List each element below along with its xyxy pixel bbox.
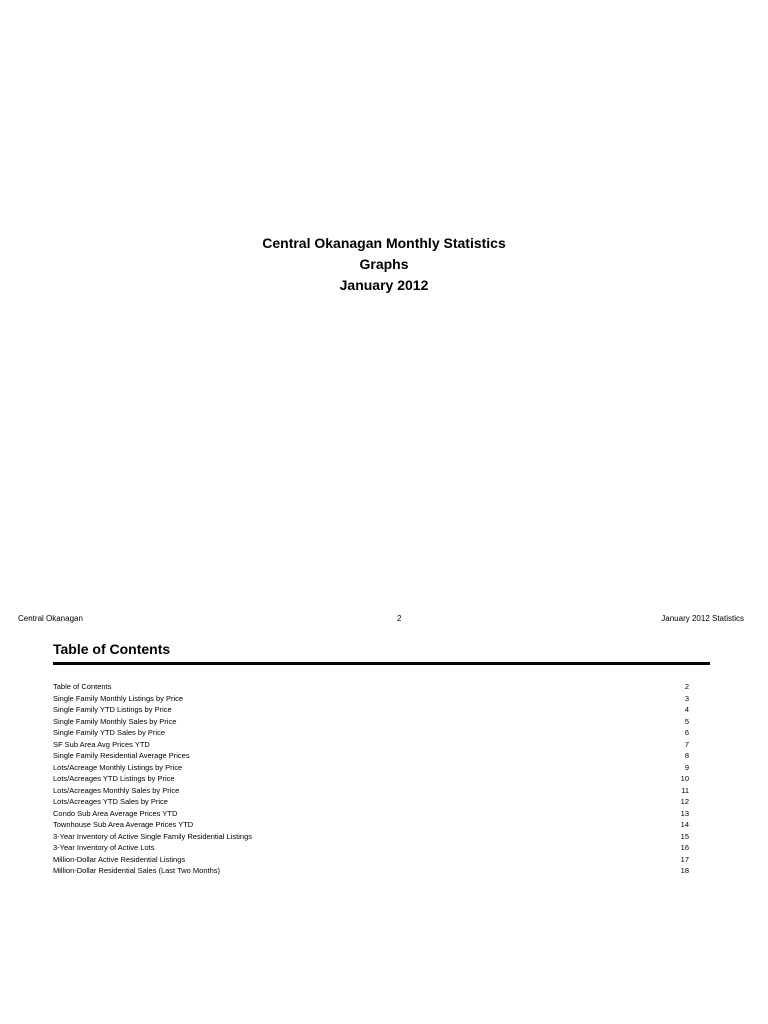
toc-entry-label: Table of Contents bbox=[53, 682, 112, 691]
toc-entry-label: Lots/Acreage Monthly Listings by Price bbox=[53, 762, 183, 772]
toc-list bbox=[53, 681, 689, 877]
toc-entry-label: Million-Dollar Residential Sales (Last Two Months) bbox=[53, 866, 221, 875]
toc-entry-page: 16 bbox=[680, 843, 689, 852]
toc-entry-label: Single Family Monthly Sales by Price bbox=[53, 716, 177, 726]
toc-entry-page: 8 bbox=[684, 751, 689, 760]
toc-entry-page: 13 bbox=[680, 808, 689, 818]
toc-entry[interactable] bbox=[53, 796, 689, 808]
toc-entry-label: Single Family Residential Average Prices bbox=[53, 751, 190, 760]
toc-heading: Table of Contents bbox=[53, 641, 171, 657]
toc-entry-page: 15 bbox=[680, 831, 689, 841]
toc-entry-page: 18 bbox=[680, 866, 689, 875]
toc-entry-label: Single Family YTD Sales by Price bbox=[53, 728, 165, 737]
toc-entry[interactable] bbox=[53, 819, 689, 831]
toc-entry-page: 6 bbox=[684, 728, 689, 737]
toc-entry-page: 4 bbox=[684, 705, 689, 714]
toc-entry-page: 11 bbox=[681, 785, 689, 795]
toc-entry-label: Lots/Acreages Monthly Sales by Price bbox=[53, 785, 180, 795]
toc-entry-label: 3-Year Inventory of Active Lots bbox=[53, 843, 155, 852]
toc-divider bbox=[53, 662, 710, 665]
page-header-period: January 2012 Statistics bbox=[661, 614, 744, 623]
toc-entry[interactable] bbox=[53, 808, 689, 820]
toc-entry[interactable] bbox=[53, 693, 689, 705]
toc-entry[interactable] bbox=[53, 831, 689, 843]
toc-entry-label: SF Sub Area Avg Prices YTD bbox=[53, 739, 150, 749]
toc-entry[interactable] bbox=[53, 785, 689, 797]
toc-entry[interactable] bbox=[53, 865, 689, 877]
toc-entry-page: 14 bbox=[680, 820, 689, 829]
toc-entry[interactable] bbox=[53, 727, 689, 739]
cover-title-block bbox=[0, 233, 768, 296]
toc-entry-page: 7 bbox=[684, 739, 689, 749]
toc-entry[interactable] bbox=[53, 681, 689, 693]
toc-entry-label: Single Family YTD Listings by Price bbox=[53, 705, 172, 714]
toc-entry[interactable] bbox=[53, 750, 689, 762]
page-header-region: Central Okanagan bbox=[18, 614, 83, 623]
toc-entry-page: 5 bbox=[684, 716, 689, 726]
cover-date: January 2012 bbox=[339, 277, 429, 293]
toc-entry-label: Lots/Acreages YTD Sales by Price bbox=[53, 797, 168, 806]
toc-entry[interactable] bbox=[53, 716, 689, 728]
toc-entry-label: 3-Year Inventory of Active Single Family Residential Listings bbox=[53, 831, 252, 841]
toc-entry-label: Million-Dollar Active Residential Listings bbox=[53, 854, 186, 864]
toc-entry-page: 17 bbox=[680, 854, 689, 864]
toc-entry-label: Single Family Monthly Listings by Price bbox=[53, 693, 184, 703]
toc-entry-page: 9 bbox=[684, 762, 689, 772]
toc-entry-page: 2 bbox=[684, 682, 689, 691]
toc-entry-page: 12 bbox=[680, 797, 689, 806]
toc-entry-label: Lots/Acreages YTD Listings by Price bbox=[53, 774, 175, 783]
toc-entry-label: Condo Sub Area Average Prices YTD bbox=[53, 808, 178, 818]
cover-title: Central Okanagan Monthly Statistics bbox=[262, 235, 506, 251]
toc-entry[interactable] bbox=[53, 762, 689, 774]
page-number: 2 bbox=[397, 614, 402, 623]
page-header bbox=[0, 613, 768, 625]
toc-entry[interactable] bbox=[53, 739, 689, 751]
toc-entry[interactable] bbox=[53, 773, 689, 785]
cover-subtitle: Graphs bbox=[359, 256, 409, 272]
toc-entry-label: Townhouse Sub Area Average Prices YTD bbox=[53, 820, 194, 829]
toc-entry[interactable] bbox=[53, 704, 689, 716]
toc-entry[interactable] bbox=[53, 842, 689, 854]
toc-entry-page: 3 bbox=[684, 693, 689, 703]
toc-entry-page: 10 bbox=[680, 774, 689, 783]
toc-entry[interactable] bbox=[53, 854, 689, 866]
